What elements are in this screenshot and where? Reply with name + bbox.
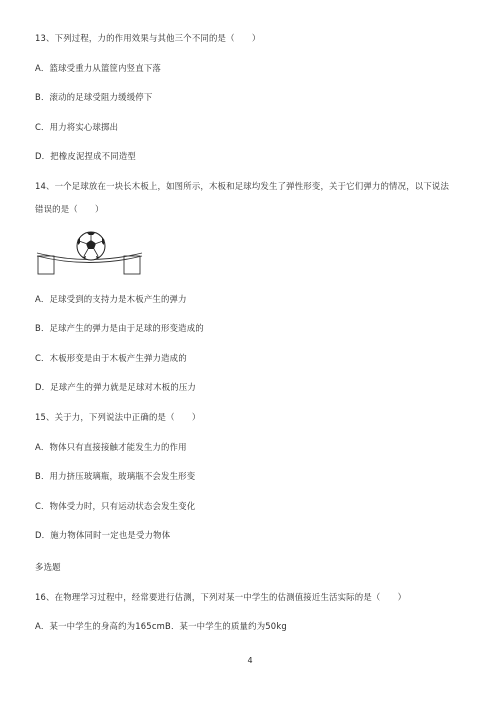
question-14-stem-line-2: 错误的是（ ） xyxy=(35,204,104,214)
question-13-option-c: C．用力将实心球掷出 xyxy=(35,122,119,132)
question-15-option-c: C．物体受力时，只有运动状态会发生变化 xyxy=(35,501,196,511)
question-14-option-d: D．足球产生的弹力就是足球对木板的压力 xyxy=(35,382,196,392)
question-14-option-b: B．足球产生的弹力是由于足球的形变造成的 xyxy=(35,323,204,333)
question-16-stem: 16、在物理学习过程中，经常要进行估测，下列对某一中学生的估测值接近生活实际的是（ ） xyxy=(35,592,407,602)
question-15-option-b: B．用力挤压玻璃瓶，玻璃瓶不会发生形变 xyxy=(35,471,196,481)
right-support-block xyxy=(124,256,140,274)
football-on-board-figure xyxy=(36,226,148,278)
question-15-stem: 15、关于力，下列说法中正确的是（ ） xyxy=(35,412,201,422)
question-14-option-a: A．足球受到的支持力是木板产生的弹力 xyxy=(35,294,187,304)
question-15-option-a: A．物体只有直接接触才能发生力的作用 xyxy=(35,442,187,452)
question-16-option-a: A．某一中学生的身高约为165cmB．某一中学生的质量约为50kg xyxy=(35,621,287,631)
question-13-stem: 13、下列过程，力的作用效果与其他三个不同的是（ ） xyxy=(35,33,261,43)
question-13-option-a: A．篮球受重力从篮筐内竖直下落 xyxy=(35,63,161,73)
question-15-option-d: D．施力物体同时一定也是受力物体 xyxy=(35,530,171,540)
question-13-option-b: B．滚动的足球受阻力缓缓停下 xyxy=(35,92,153,102)
football xyxy=(77,232,105,260)
question-13-option-d: D．把橡皮泥捏成不同造型 xyxy=(35,151,136,161)
question-14-stem-line-1: 14、一个足球放在一块长木板上，如图所示，木板和足球均发生了弹性形变，关于它们弹力的情况，以下说法 xyxy=(35,181,450,191)
question-14-option-c: C．木板形变是由于木板产生弹力造成的 xyxy=(35,353,187,363)
page-number: 4 xyxy=(247,656,253,665)
section-heading-multiple-choice: 多选题 xyxy=(35,562,61,572)
